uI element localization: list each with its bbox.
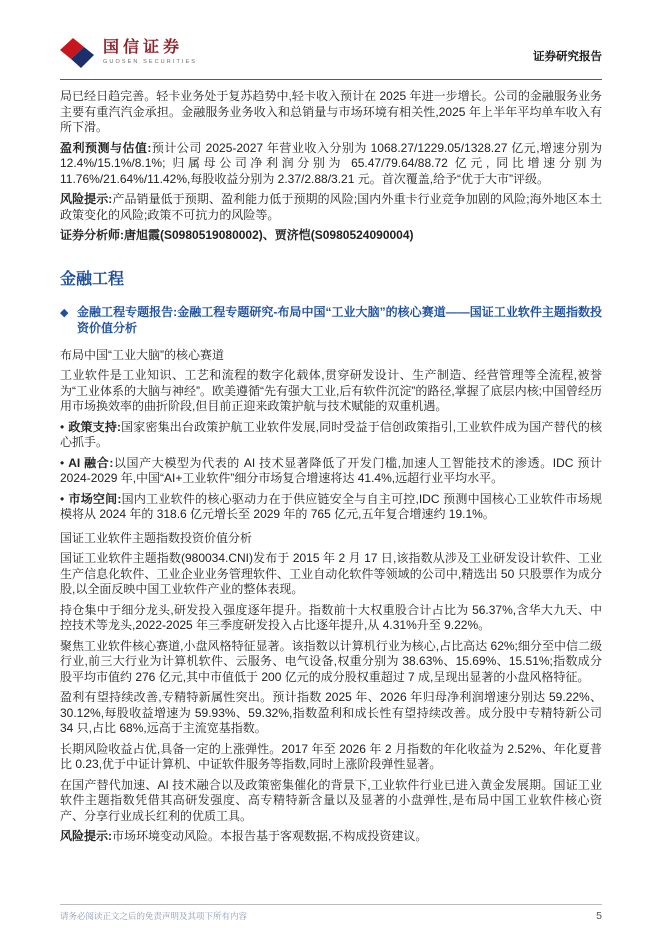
featured-report-title-text: 金融工程专题报告:金融工程专题研究-布局中国“工业大脑”的核心赛道——国证工业软件主题指数投资价值分析 (77, 304, 602, 335)
footer-disclaimer: 请务必阅读正文之后的免责声明及其项下所有内容 (60, 911, 248, 921)
paragraph-risk-warning (60, 192, 602, 223)
subheading-industrial-brain: 布局中国“工业大脑”的核心赛道 (60, 347, 224, 362)
profit-forecast-label: 盈利预测与估值: (60, 140, 152, 155)
bullet-policy-support (60, 420, 602, 451)
section-risk-text: 市场环境变动风险。本报告基于客观数据,不构成投资建议。 (112, 829, 428, 843)
bullet-ai-integration (60, 456, 602, 487)
bullet-dot-icon: • (60, 419, 65, 434)
risk-warning-label: 风险提示: (60, 192, 113, 206)
bullet-ai-integration-label: AI 融合: (68, 455, 114, 470)
paragraph-long-term-risk-return-text: 2017 年至 2026 年 2 月指数的年化收益为 2.52%、年化夏普比 0.23,优于中证计算机、中证软件服务等指数,同时上涨阶段弹性显著。 (60, 741, 602, 771)
paragraph-long-term-risk-return (60, 742, 602, 773)
paragraph-earnings-improvement-lead: 盈利有望持续改善,专精特新属性突出。 (60, 690, 273, 704)
paragraph-analysts (60, 228, 602, 244)
bullet-dot-icon: • (60, 455, 65, 470)
brand-name: 国信证券 (103, 39, 184, 57)
paragraph-holdings-lead: 持仓集中于细分龙头,研发投入强度逐年提升。 (60, 602, 309, 617)
analysts-names: 唐旭霞(S0980519080002)、贾济恺(S0980524090004) (124, 228, 414, 242)
paragraph-long-term-risk-return-lead: 长期风险收益占优,具备一定的上涨弹性。 (60, 741, 282, 756)
paragraph-small-cap-style (60, 639, 602, 686)
analysts-label: 证券分析师: (60, 228, 124, 242)
footer-divider (60, 904, 602, 905)
paragraph-earnings-improvement-text: 预计指数 2025 年、2026 年归母净利润增速分别达 59.22%、30.12%,每股收益增速为 59.93%、59.32%,指数盈利和成长性有望持续改善。成分股中专精特新公司 34 只,占比 68%,远高于主流宽基指数。 (60, 690, 602, 735)
page-number: 5 (596, 910, 602, 922)
diamond-bullet-icon: ◆ (60, 306, 69, 319)
bullet-market-space (60, 492, 602, 523)
header-divider (60, 79, 602, 80)
subheading-index-value-analysis: 国证工业软件主题指数投资价值分析 (60, 530, 253, 545)
paragraph-small-cap-style-lead: 聚焦工业软件核心赛道,小盘风格特征显著。 (60, 638, 292, 653)
paragraph-continuation: 局已经日趋完善。轻卡业务处于复苏趋势中,轻卡收入预计在 2025 年进一步增长。公司的金融服务业务主要有重汽汽金承担。金融服务业务收入和总销量与市场环境有相关性,2025 年上半年平均单车收入有所下滑。 (60, 89, 602, 134)
section-title-financial-engineering: 金融工程 (60, 270, 125, 288)
section-risk-label: 风险提示: (60, 829, 112, 843)
brand-subtitle: GUOSEN SECURITIES (103, 59, 198, 66)
featured-report-title (60, 304, 602, 336)
brand (60, 38, 197, 68)
risk-warning-text: 产品销量低于预期、盈利能力低于预期的风险;国内外重卡行业竞争加剧的风险;海外地区本土政策变化的风险;政策不可抗力的风险等。 (60, 192, 603, 222)
paragraph-profit-forecast (60, 141, 602, 188)
paragraph-section-risk (60, 829, 602, 845)
bullet-ai-integration-text: 以国产大模型为代表的 AI 技术显著降低了开发门槛,加速人工智能技术的渗透。IDC 预计 2024-2029 年,中国“AI+工业软件”细分市场复合增速将达 41.4%,远超行业平均水平。 (60, 455, 602, 485)
bullet-market-space-text: 国内工业软件的核心驱动力在于供应链安全与自主可控,IDC 预测中国核心工业软件市场规模将从 2024 年的 318.6 亿元增长至 2029 年的 765 亿元,五年复合增速约 19.1%。 (60, 491, 602, 521)
guosen-logo-icon (60, 38, 94, 68)
bullet-policy-support-label: 政策支持: (68, 419, 121, 434)
paragraph-industrial-software-intro: 工业软件是工业知识、工艺和流程的数字化载体,贯穿研发设计、生产制造、经营管理等全流程,被誉为“工业体系的大脑与神经”。欧美遵循“先有强大工业,后有软件沉淀”的路径,掌握了底层内核;中国曾经历用市场换效率的曲折阶段,但目前正迎来政策护航与技术赋能的双重机遇。 (60, 368, 603, 413)
report-body (60, 89, 602, 845)
paragraph-holdings-text: 指数前十大权重股合计占比为 56.37%,含华大九天、中控技术等龙头,2022-2025 年三季度研发投入占比逐年提升,从 4.31%升至 9.22%。 (60, 602, 602, 632)
bullet-policy-support-text: 国家密集出台政策护航工业软件发展,同时受益于信创政策指引,工业软件成为国产替代的核心抓手。 (60, 419, 603, 449)
paragraph-holdings (60, 603, 602, 634)
paragraph-earnings-improvement (60, 690, 602, 737)
paragraph-index-intro: 国证工业软件主题指数(980034.CNI)发布于 2015 年 2 月 17 日,该指数从涉及工业研发设计软件、工业生产信息化软件、工业企业业务管理软件、工业自动化软件等领域的公司中,精选出 50 只股票作为成分股,以全面反映中国工业软件产业的整体表现。 (60, 551, 602, 596)
bullet-dot-icon: • (60, 491, 65, 506)
report-header (60, 38, 602, 68)
brand-text (103, 40, 197, 66)
paragraph-closing: 在国产替代加速、AI 技术融合以及政策密集催化的背景下,工业软件行业已进入黄金发展期。国证工业软件主题指数凭借其高研发强度、高专精特新含量以及显著的小盘弹性,是布局中国工业软件核心资产、分享行业成长红利的优质工具。 (60, 777, 602, 823)
page-footer (60, 904, 602, 922)
paragraph-small-cap-style-text: 该指数以计算机行业为核心,占比高达 62%;细分至中信二级行业,前三大行业为计算机软件、云服务、电气设备,权重分别为 38.63%、15.69%、15.51%;指数成分股平均市值约 276 亿元,其中市值低于 200 亿元的成分股权重超过 7 成,呈现出显著的小盘风格特征。 (60, 638, 602, 684)
bullet-market-space-label: 市场空间: (68, 491, 122, 506)
profit-forecast-text: 预计公司 2025-2027 年营业收入分别为 1068.27/1229.05/1328.27 亿元,增速分别为 12.4%/15.1%/8.1%; 归属母公司净利润分别为 65.47/79.64/88.72 亿元, 同比增速分别为 11.76%/21.64%/11.42%,每股收益分别为 2.37/2.88/3.21 元。首次覆盖,给予“优于大市”评级。 (60, 140, 603, 186)
report-type-label: 证券研究报告 (533, 51, 602, 63)
